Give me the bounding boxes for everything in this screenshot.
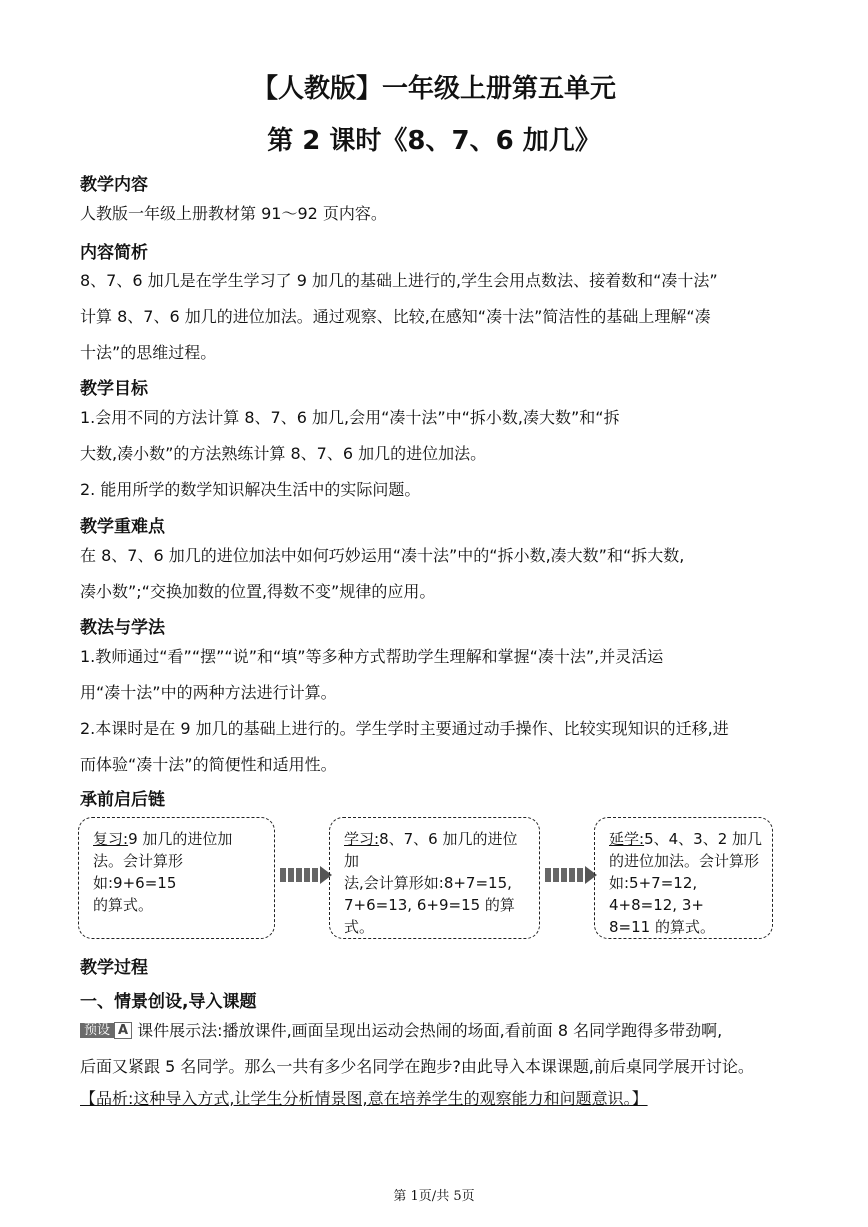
learn-label: 学习: bbox=[344, 830, 380, 848]
review-text-3: 的算式。 bbox=[93, 896, 154, 914]
key-line-2: 凑小数”;“交换加数的位置,得数不变”规律的应用。 bbox=[80, 582, 436, 601]
analysis-note: 【品析:这种导入方式,让学生分析情景图,意在培养学生的观察能力和问题意识。】 bbox=[80, 1089, 648, 1108]
analysis-line-2: 计算 8、7、6 加几的进位加法。通过观察、比较,在感知“凑十法”简洁性的基础上理解“凑 bbox=[80, 307, 711, 326]
method-line-3: 2.本课时是在 9 加几的基础上进行的。学生学时主要通过动手操作、比较实现知识的迁移,进 bbox=[80, 719, 729, 738]
preset-badge-text: 预设 bbox=[80, 1023, 114, 1038]
preset-line-2: 后面又紧跟 5 名同学。那么一共有多少名同学在跑步?由此导入本课课题,前后桌同学展开讨论。 bbox=[80, 1057, 754, 1076]
flow-box-learn bbox=[329, 817, 540, 939]
learn-text-3: 7+6=13, 6+9=15 的算式。 bbox=[344, 896, 515, 936]
extend-text-1: 5、4、3、2 加几 bbox=[644, 830, 763, 848]
heading-methods: 教法与学法 bbox=[80, 618, 165, 638]
extend-text-2: 的进位加法。会计算形 bbox=[609, 852, 760, 870]
preset-line-1 bbox=[80, 1013, 800, 1049]
extend-text-3: 如:5+7=12, 4+8=12, 3+ bbox=[609, 874, 704, 914]
heading-content: 教学内容 bbox=[80, 175, 148, 195]
heading-process: 教学过程 bbox=[80, 958, 148, 978]
learn-text-1: 8、7、6 加几的进位加 bbox=[344, 830, 518, 870]
extend-text-4: 8=11 的算式。 bbox=[609, 918, 715, 936]
flow-arrow-1 bbox=[280, 866, 332, 884]
preset-badge bbox=[80, 1022, 132, 1040]
key-line-1: 在 8、7、6 加几的进位加法中如何巧妙运用“凑十法”中的“拆小数,凑大数”和“拆大数, bbox=[80, 546, 685, 565]
analysis-line-3: 十法”的思维过程。 bbox=[80, 343, 217, 362]
content-text: 人教版一年级上册教材第 91～92 页内容。 bbox=[80, 204, 387, 223]
flow-box-review bbox=[78, 817, 275, 939]
preset-badge-letter: A bbox=[114, 1022, 132, 1039]
heading-chain: 承前启后链 bbox=[80, 790, 165, 810]
heading-analysis: 内容简析 bbox=[80, 243, 148, 263]
goal-line-2: 大数,凑小数”的方法熟练计算 8、7、6 加几的进位加法。 bbox=[80, 444, 487, 463]
flow-box-extend bbox=[594, 817, 773, 939]
preset-text-1: 课件展示法:播放课件,画面呈现出运动会热闹的场面,看前面 8 名同学跑得多带劲啊, bbox=[137, 1021, 723, 1040]
method-line-4: 而体验“凑十法”的简便性和适用性。 bbox=[80, 755, 337, 774]
document-title: 【人教版】一年级上册第五单元 bbox=[251, 74, 616, 104]
review-text-2: 法。会计算形如:9+6=15 bbox=[93, 852, 184, 892]
goal-line-1: 1.会用不同的方法计算 8、7、6 加几,会用“凑十法”中“拆小数,凑大数”和“拆 bbox=[80, 408, 620, 427]
method-line-2: 用“凑十法”中的两种方法进行计算。 bbox=[80, 683, 337, 702]
heading-goals: 教学目标 bbox=[80, 379, 148, 399]
review-text-1: 9 加几的进位加 bbox=[128, 830, 233, 848]
heading-step-1: 一、情景创设,导入课题 bbox=[80, 992, 257, 1012]
heading-key-points: 教学重难点 bbox=[80, 517, 165, 537]
goal-line-3: 2. 能用所学的数学知识解决生活中的实际问题。 bbox=[80, 480, 421, 499]
review-label: 复习: bbox=[93, 830, 129, 848]
lesson-title: 第 2 课时《8、7、6 加几》 bbox=[267, 126, 601, 156]
flow-arrow-2 bbox=[545, 866, 597, 884]
extend-label: 延学: bbox=[609, 830, 645, 848]
page-footer: 第 1页/共 5页 bbox=[393, 1189, 475, 1204]
method-line-1: 1.教师通过“看”“摆”“说”和“填”等多种方式帮助学生理解和掌握“凑十法”,并灵活运 bbox=[80, 647, 664, 666]
analysis-line-1: 8、7、6 加几是在学生学习了 9 加几的基础上进行的,学生会用点数法、接着数和“凑十法” bbox=[80, 271, 718, 290]
learn-text-2: 法,会计算形如:8+7=15, bbox=[344, 874, 512, 892]
